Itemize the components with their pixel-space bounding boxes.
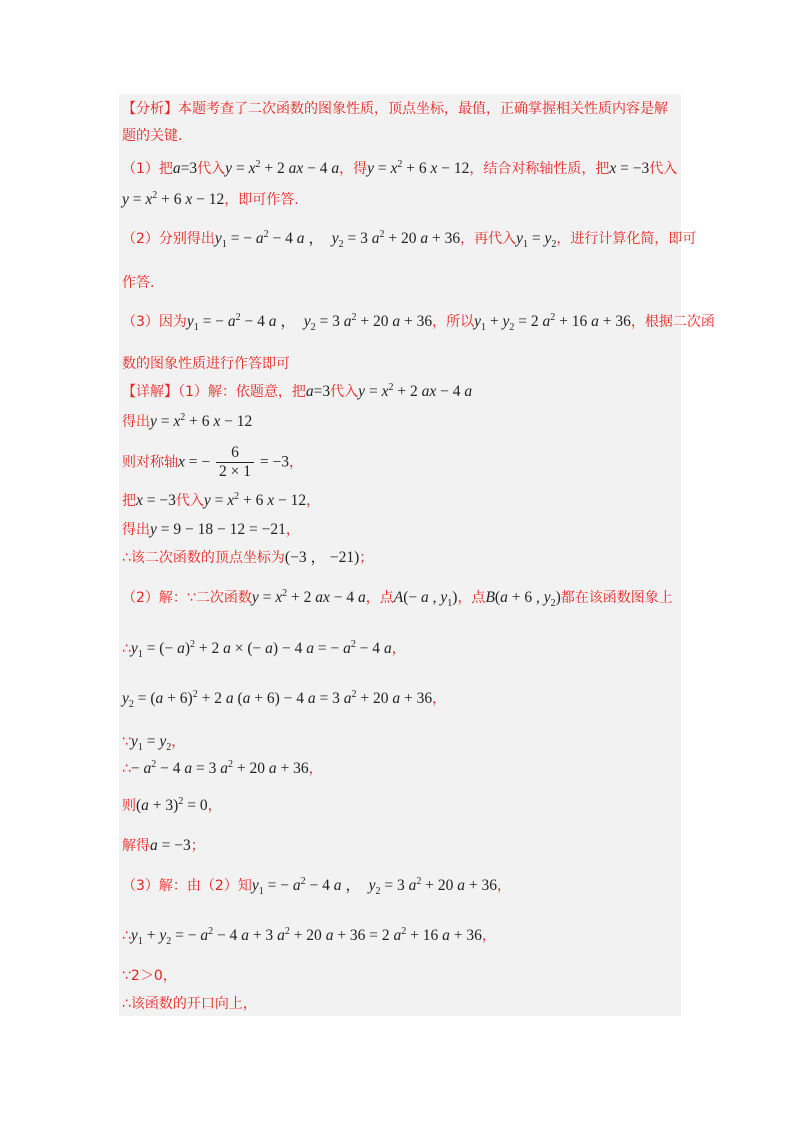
detail-part2-line: （2）解：∵二次函数$y = x^2 + 2$ ax − 4 a，点A(− a , $y_1$)，点B(a + 6 , $y_2$)都在该函数图象上 xyxy=(122,587,673,610)
fraction: $\frac{6}{2 \times 1}$ xyxy=(216,444,254,481)
detail-vertex: ∴该二次函数的顶点坐标为(−3 ， −21)； xyxy=(122,549,374,566)
analysis-part3-line2: 数的图象性质进行作答即可 xyxy=(122,356,290,372)
analysis-part2-line2: 作答. xyxy=(122,275,155,291)
detail-y1-equals-y2: $\because y_1 = y_2$， xyxy=(122,733,186,754)
solution-panel xyxy=(119,94,715,1016)
detail-opens-upward: ∴该函数的开口向上， xyxy=(122,996,257,1012)
analysis-part1-line2: $y = x^2 + 6$ x − 12，即可作答. xyxy=(122,189,299,208)
detail-axis-of-symmetry: 则对称轴x = − $\frac{6}{2 \times 1}$ = −3， xyxy=(122,444,303,480)
detail-sum: $\therefore y_1 + y_2$ = − $a^2 - 4$ a + 3 $a^2 + 20$ a + 36 = 2 $a^2 + 16$ a + 36， xyxy=(122,925,496,948)
detail-solution-a: 解得a = −3； xyxy=(122,837,205,854)
detail-perfect-square: 则$(a + 3)^2 = 0$， xyxy=(122,795,222,814)
analysis-part2-line1: （2）分别得出$y_1$ = − $a^2 - 4$ a ， $y_2 = 3$ $a^2 + 20$ a + 36，再代入$y_1 = y_2$，进行计算化简，即可 xyxy=(122,228,697,251)
detail-y2-compute: $y_2 = (a + 6)^2 + 2$ a (a + 6) − 4 a = 3 $a^2 + 20$ a + 36， xyxy=(122,688,447,711)
analysis-intro xyxy=(122,96,678,150)
detail-label: 【详解】 xyxy=(122,384,178,400)
analysis-part3-line1: （3）因为$y_1$ = − $a^2 - 4$ a ， $y_2 = 3$ $a^2 + 20$ a + 36，所以$y_1 + y_2 = 2$ $a^2 + 16$ a + 36，根据二次函 xyxy=(122,311,715,334)
analysis-part1-line1: （1）把a=3代入$y = x^2 + 2$ ax − 4 a，得$y = x^2 + 6$ x − 12，结合对称轴性质，把x = −3代入 xyxy=(122,158,678,177)
detail-y1-compute: $\therefore y_1$ = (− a)$^2$ + 2 a × (− a) − 4 a = − $a^2 - 4$ a， xyxy=(122,638,406,661)
analysis-label: 【分析】 xyxy=(122,101,178,117)
analysis-intro-text: 本题考查了二次函数的图象性质，顶点坐标，最值，正确掌握相关性质内容是解题的关键. xyxy=(122,101,668,144)
detail-substitute-x: 把x = −3代入$y = x^2 + 6$ x − 12， xyxy=(122,490,321,509)
detail-part1-line: 【详解】（1）解：依题意，把a=3代入$y = x^2 + 2$ ax − 4 a xyxy=(122,381,473,400)
detail-get-y-value: 得出y = 9 − 18 − 12 = −21， xyxy=(122,521,300,538)
detail-part3-line: （3）解：由（2）知$y_1$ = − $a^2 - 4$ a ， $y_2 = 3$ $a^2 + 20$ a + 36， xyxy=(122,875,511,898)
detail-get-equation: 得出$y = x^2 + 6$ x − 12 xyxy=(122,411,253,430)
detail-positive-coefficient: ∵2＞0， xyxy=(122,968,177,984)
detail-equation: ∴− $a^2 - 4$ a = 3 $a^2 + 20$ a + 36， xyxy=(122,758,323,777)
